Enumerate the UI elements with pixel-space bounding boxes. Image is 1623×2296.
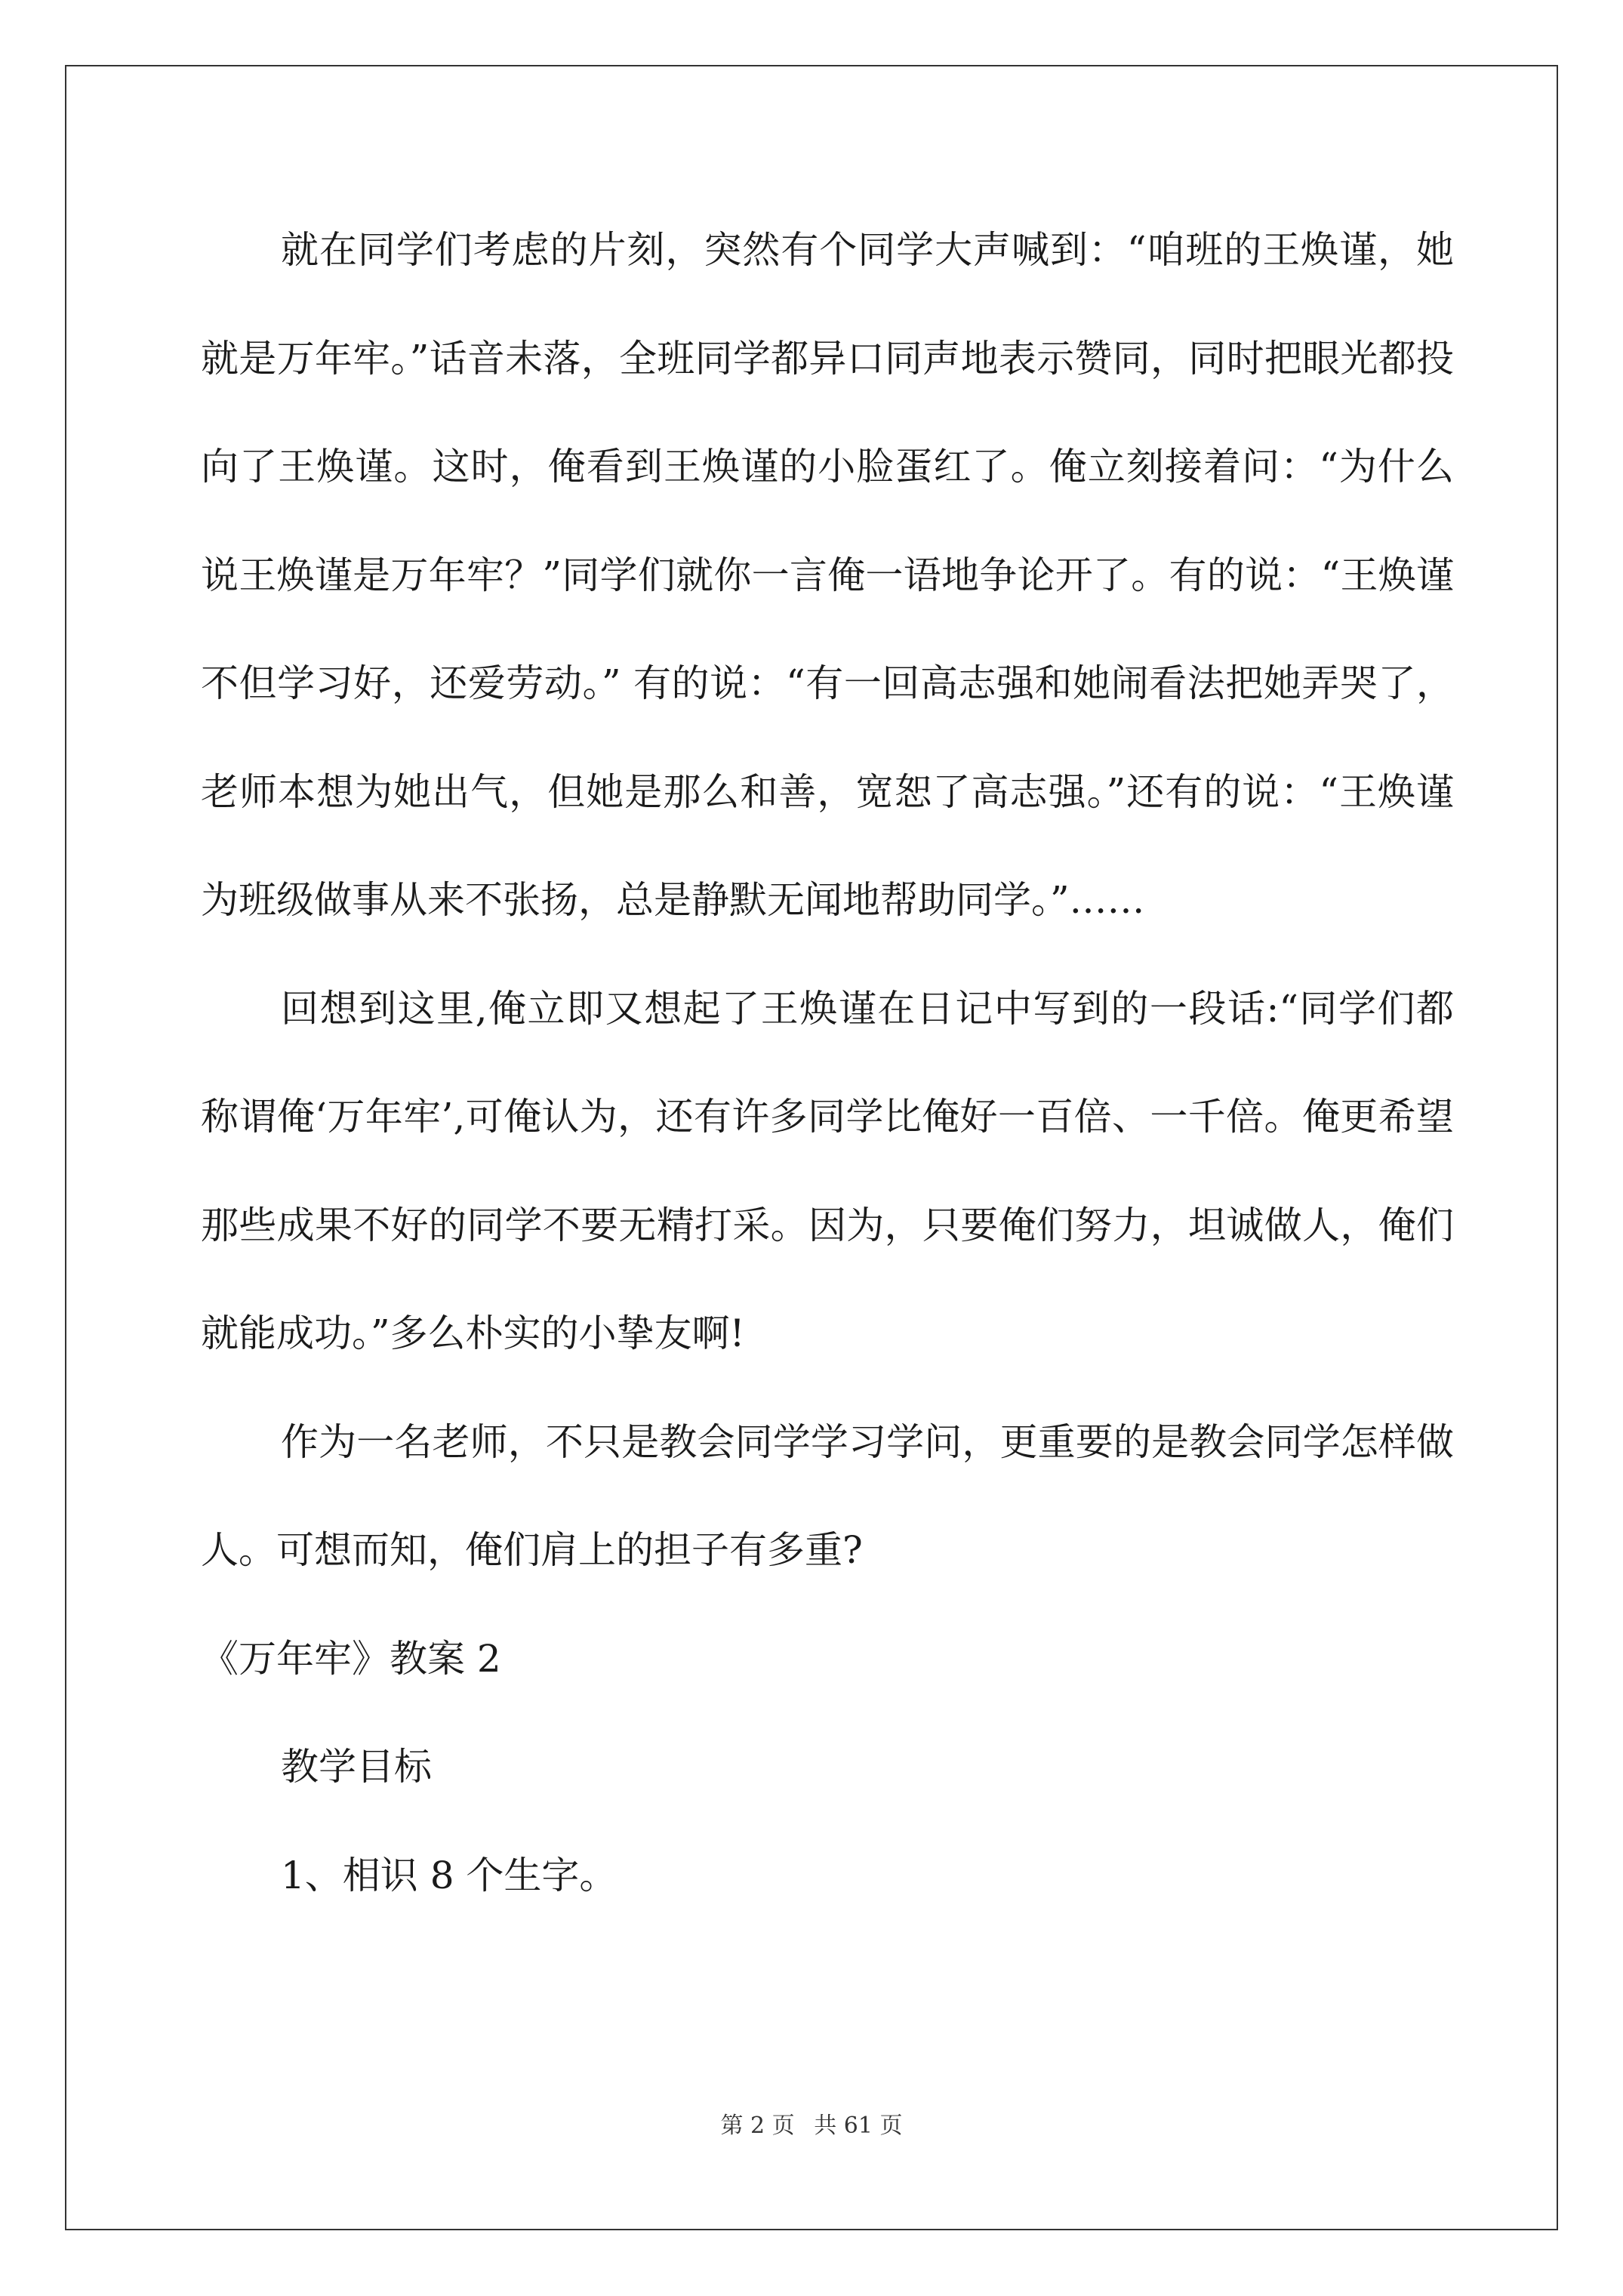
- page-total: 共 61 页: [814, 2113, 903, 2139]
- paragraph-3: 作为一名老师，不只是教会同学学习学问，更重要的是教会同学怎样做人。可想而知，俺们肩上的担子有多重?: [201, 1419, 1454, 1572]
- section-title: 《万年牢》教案 2: [201, 1636, 501, 1681]
- paragraph-2: 回想到这里,俺立即又想起了王焕谨在日记中写到的一段话:“同学们都称谓俺‘万年牢’,可俺认为，还有许多同学比俺好一百倍、一千倍。俺更希望那些成果不好的同学不要无精打采。因为，只要俺们努力，坦诚做人，俺们就能成功。”多么朴实的小挚友啊!: [201, 986, 1454, 1355]
- subheading-teaching-goals: 教学目标: [281, 1745, 432, 1789]
- page-number: 第 2 页: [720, 2113, 795, 2139]
- paragraph-1: 就在同学们考虑的片刻，突然有个同学大声喊到：“咱班的王焕谨，她就是万年牢。”话音未落，全班同学都异口同声地表示赞同，同时把眼光都投向了王焕谨。这时，俺看到王焕谨的小脸蛋红了。俺立刻接着问：“为什么说王焕谨是万年牢？”同学们就你一言俺一语地争论开了。有的说：“王焕谨不但学习好，还爱劳动。” 有的说：“有一回高志强和她闹看法把她弄哭了，老师本想为她出气，但她是那么和善，宽恕了高志强。”还有的说：“王焕谨为班级做事从来不张扬，总是静默无闻地帮助同学。”……: [201, 228, 1454, 922]
- list-item: 1、相识 8 个生字。: [281, 1853, 617, 1897]
- page-footer: [0, 2106, 1623, 2140]
- document-body: [201, 196, 1454, 1930]
